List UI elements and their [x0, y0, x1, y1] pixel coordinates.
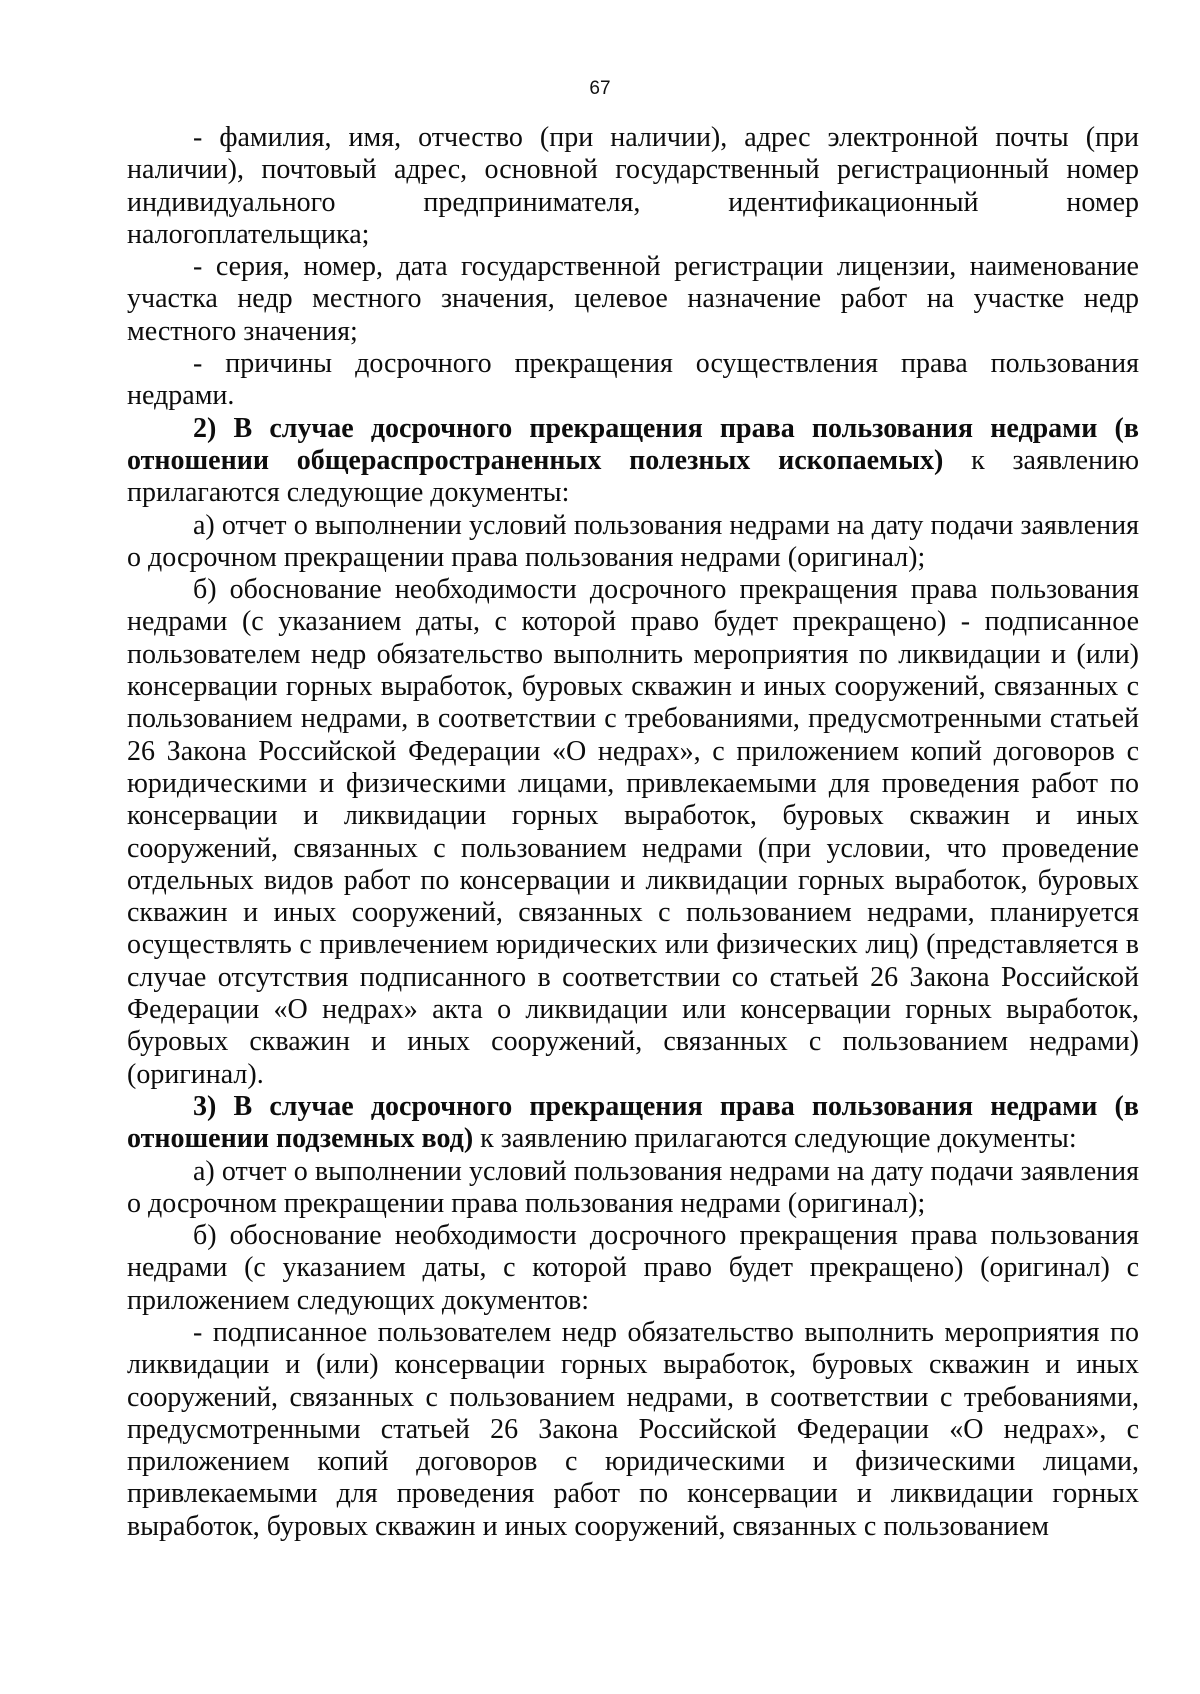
paragraph-section-3-item-a: а) отчет о выполнении условий пользования недрами на дату подачи заявления о досрочном прекращении права пользования недрами (оригинал);: [127, 1155, 1139, 1219]
section-2-bold-text: 2) В случае досрочного прекращения права пользования недрами (в отношении общераспространенных полезных ископаемых): [127, 412, 1139, 476]
section-3-bold-text: 3) В случае досрочного прекращения права пользования недрами (в отношении подземных вод): [127, 1090, 1139, 1155]
paragraph-section-2-heading: [127, 413, 1139, 510]
paragraph-obligation: - подписанное пользователем недр обязательство выполнить мероприятия по ликвидации и (или) консервации горных выработок, буровых скважин и иных сооружений, связанных с пользованием недрами, в соответствии с требованиями, предусмотренными статьей 26 Закона Российской Федерации «О недрах», с приложением копий договоров с юридическими и физическими лицами, привлекаемыми для проведения работ по консервации и ликвидации горных выработок, буровых скважин и иных сооружений, связанных с пользованием: [127, 1316, 1139, 1542]
document-body: [127, 122, 1139, 1543]
section-2-rest-text: к заявлению прилагаются следующие документы:: [127, 444, 1139, 509]
page-number: 67: [589, 78, 611, 99]
paragraph-section-2-item-b: б) обоснование необходимости досрочного прекращения права пользования недрами (с указанием даты, с которой право будет прекращено) - подписанное пользователем недр обязательство выполнить мероприятия по ликвидации и (или) консервации горных выработок, буровых скважин и иных сооружений, связанных с пользованием недрами, в соответствии с требованиями, предусмотренными статьей 26 Закона Российской Федерации «О недрах», с приложением копий договоров с юридическими и физическими лицами, привлекаемыми для проведения работ по консервации и ликвидации горных выработок, буровых скважин и иных сооружений, связанных с пользованием недрами (при условии, что проведение отдельных видов работ по консервации и ликвидации горных выработок, буровых скважин и иных сооружений, связанных с пользованием недрами, планируется осуществлять с привлечением юридических или физических лиц) (представляется в случае отсутствия подписанного в соответствии со статьей 26 Закона Российской Федерации «О недрах» акта о ликвидации или консервации горных выработок, буровых скважин и иных сооружений, связанных с пользованием недрами) (оригинал).: [127, 574, 1139, 1090]
paragraph-section-3-item-b: б) обоснование необходимости досрочного прекращения права пользования недрами (с указанием даты, с которой право будет прекращено) (оригинал) с приложением следующих документов:: [127, 1220, 1139, 1316]
paragraph-section-2-item-a: а) отчет о выполнении условий пользования недрами на дату подачи заявления о досрочном прекращении права пользования недрами (оригинал);: [127, 509, 1139, 573]
paragraph-termination-reasons: - причины досрочного прекращения осуществления права пользования недрами.: [127, 348, 1139, 412]
paragraph-section-3-heading: [127, 1091, 1139, 1156]
paragraph-license-details: - серия, номер, дата государственной регистрации лицензии, наименование участка недр местного значения, целевое назначение работ на участке недр местного значения;: [127, 251, 1139, 347]
paragraph-applicant-details: - фамилия, имя, отчество (при наличии), адрес электронной почты (при наличии), почтовый адрес, основной государственный регистрационный номер индивидуального предпринимателя, идентификационный номер налогоплательщика;: [127, 122, 1139, 250]
section-3-rest-text: к заявлению прилагаются следующие документы:: [473, 1123, 1077, 1155]
